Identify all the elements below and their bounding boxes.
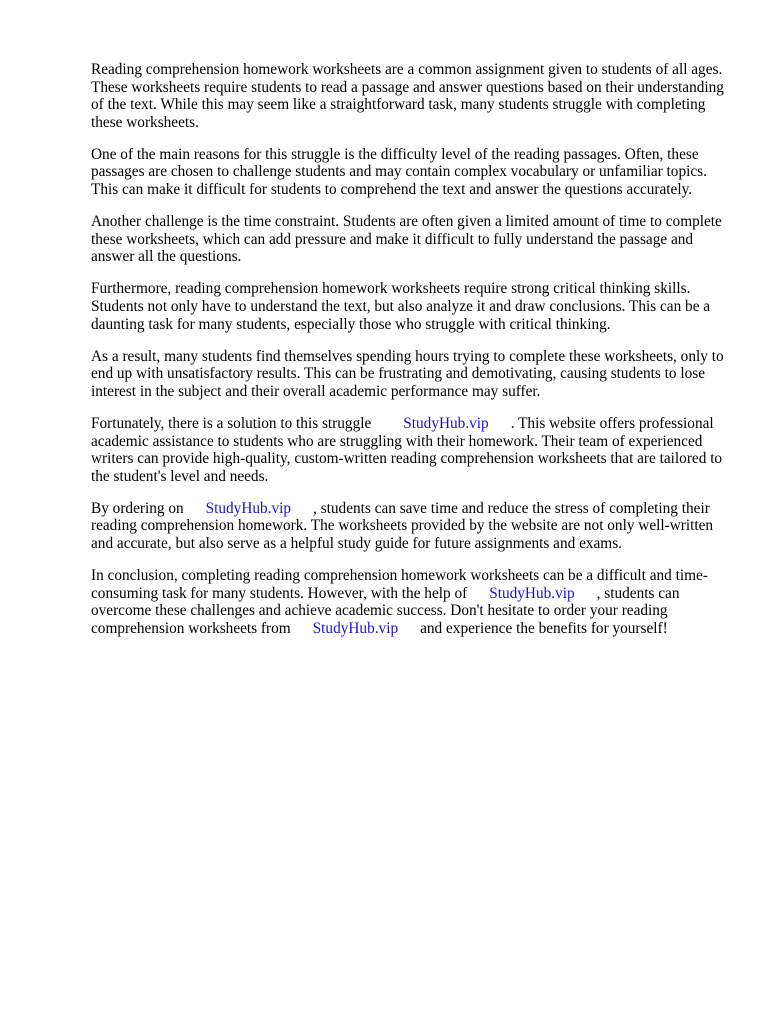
paragraph-4 bbox=[91, 280, 731, 333]
studyhub-link[interactable]: StudyHub.vip bbox=[312, 619, 399, 637]
paragraph-3 bbox=[91, 213, 731, 266]
document-body bbox=[91, 61, 731, 652]
studyhub-link[interactable]: StudyHub.vip bbox=[205, 499, 292, 517]
studyhub-link[interactable]: StudyHub.vip bbox=[489, 584, 575, 602]
paragraph-text: Fortunately, there is a solution to this struggle bbox=[91, 415, 372, 432]
paragraph-8 bbox=[91, 567, 731, 637]
paragraph-text: Furthermore, reading comprehension homework worksheets require strong critical thinking skills. Students not only have to understand the text, but also analyze it and draw conclusions. This can be a daunting task for many students, especially those who struggle with critical thinking. bbox=[91, 280, 711, 333]
paragraph-1 bbox=[91, 61, 731, 131]
paragraph-text: , students can save time and reduce the stress of completing their reading comprehension homework. The worksheets provided by the website are not only well-written and accurate, but also serve as a helpful study guide for future assignments and exams. bbox=[91, 499, 714, 553]
paragraph-text: and experience the benefits for yourself! bbox=[420, 619, 668, 637]
paragraph-text: By ordering on bbox=[91, 499, 184, 517]
paragraph-text: In conclusion, completing reading comprehension homework worksheets can be a difficult and time-consuming task for many students. However, with the help of bbox=[91, 567, 708, 602]
paragraph-6 bbox=[91, 415, 731, 485]
paragraph-text: Another challenge is the time constraint. Students are often given a limited amount of time to complete these worksheets, which can add pressure and make it difficult to fully understand the passage and answer all the questions. bbox=[91, 213, 722, 266]
paragraph-2 bbox=[91, 146, 731, 199]
paragraph-text: , students can overcome these challenges and achieve academic success. Don't hesitate to order your reading comprehension worksheets from bbox=[91, 584, 680, 637]
studyhub-link[interactable]: StudyHub.vip bbox=[403, 415, 489, 432]
paragraph-5 bbox=[91, 348, 731, 401]
paragraph-text: As a result, many students find themselves spending hours trying to complete these worksheets, only to end up with unsatisfactory results. This can be frustrating and demotivating, causing students to lose interest in the subject and their overall academic performance may suffer. bbox=[91, 347, 724, 400]
paragraph-7 bbox=[91, 500, 731, 553]
paragraph-text: Reading comprehension homework worksheets are a common assignment given to students of all ages. These worksheets require students to read a passage and answer questions based on their understanding of the text. While this may seem like a straightforward task, many students struggle with completing these worksheets. bbox=[91, 61, 724, 131]
paragraph-text: One of the main reasons for this struggle is the difficulty level of the reading passages. Often, these passages are chosen to challenge students and may contain complex vocabulary or unfamiliar topics. This can make it difficult for students to comprehend the text and answer the questions accurately. bbox=[91, 145, 707, 199]
paragraph-text: . This website offers professional academic assistance to students who are struggling with their homework. Their team of experienced writers can provide high-quality, custom-written reading comprehension worksheets that are tailored to the student's level and needs. bbox=[91, 415, 723, 485]
